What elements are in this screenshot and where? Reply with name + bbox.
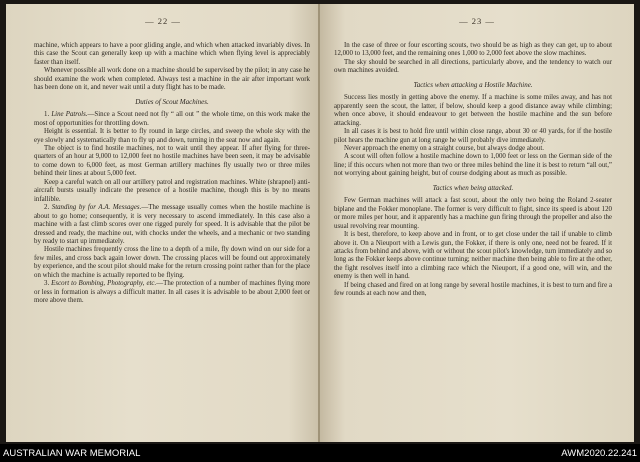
right-paragraph: In the case of three or four escorting scouts, two should be as high as they can get, up to about 12,000 to 13,000 feet, and the remaining ones 1,000 to 2,000 feet above the slow machines. (334, 42, 612, 58)
section-paragraph: The object is to find hostile machines, not to wait until they appear. If after flying for three-quarters of an hour at 9,000 to 12,000 feet no hostile machines have been seen, it may be advisable to come down to 6,000 feet, as most German artillery machines fly usually two or three miles behind their lines at about 5,000 feet. (34, 144, 310, 178)
right-page-text (334, 42, 612, 299)
right-page (320, 4, 634, 442)
left-page-text (34, 42, 310, 306)
left-paragraph: Whenever possible all work done on a machine should be supervised by the pilot; in any case he should examine the work when completed. Always test a machine in the air after important work has been done on it, and never wait until a duty flight has to be made. (34, 67, 310, 92)
right-paragraph: In all cases it is best to hold fire until within close range, about 30 or 40 yards, for if the hostile pilot hears the machine gun at long range he will probably dive immediately. (334, 128, 612, 144)
section-heading: Tactics when being attacked. (432, 183, 514, 192)
section-heading: Duties of Scout Machines. (135, 97, 209, 106)
footer-institution: AUSTRALIAN WAR MEMORIAL (3, 448, 141, 459)
left-page-number: — 22 — (145, 16, 181, 26)
section-paragraph: Hostile machines frequently cross the line to a depth of a mile, fly down wind on our side for a few miles, and cross back again lower down. The crossing places will be found out approximately by experience, and the scout pilot should make for the return crossing point rather than for the place on which the machine is actually reported to be flying. (34, 246, 310, 279)
right-paragraph: It is best, therefore, to keep above and in front, or to get close under the tail if unable to climb above it. On a Nieuport with a Lewis gun, the Fokker, if there is only one, need not be feared. If it attacks from behind and above, with or without the scout pilot's knowledge, turn immediately and so long as the Fokker keeps above continue turning; neither machine then being able to fire at the other, the fight resolves itself into a climbing race which the Nieuport, if a good one, will win, and the enemy is then well in hand. (334, 231, 612, 281)
right-paragraph: The sky should be searched in all directions, particularly above, and the tendency to watch our own machines avoided. (334, 58, 612, 75)
section-paragraph: 3. Escort to Bombing, Photography, etc.—The protection of a number of machines flying more or less in formation is always a difficult matter. In all cases it is advisable to be about 2,000 feet or more above them. (34, 280, 311, 305)
book-spread (6, 4, 634, 442)
left-paragraph: machine, which appears to have a poor gliding angle, and which when attacked invariably dives. In this case the Scout can generally keep up with a machine which when flying level is appreciably faster than itself. (34, 42, 310, 66)
section-paragraph: Height is essential. It is better to fly round in large circles, and sweep the whole sky with the eye slowly and systematically than to fly up and down, turning in the seat now and again. (34, 128, 310, 144)
right-paragraph: A scout will often follow a hostile machine down to 1,000 feet or less on the German side of the line; if this occurs when not more than two or three miles behind the line it is best to return “all out,” not worrying about gaining height, but of course dodging about as much as possible. (334, 153, 612, 178)
right-paragraph: Never approach the enemy on a straight course, but always dodge about. (344, 144, 544, 152)
footer-accession-number: AWM2020.22.241 (561, 448, 637, 459)
archive-footer (0, 444, 640, 462)
right-page-number: — 23 — (459, 16, 495, 26)
right-paragraph: If being chased and fired on at long range by several hostile machines, it is best to turn and fire a few rounds at each now and then, (334, 281, 612, 298)
section-paragraph: Keep a careful watch on all our artillery patrol and registration machines. White (shrapnel) anti-aircraft bursts usually indicate the presence of a hostile machine, though this is by no means infallible. (34, 178, 310, 203)
left-page (6, 4, 320, 442)
section-paragraph: 1. Line Patrols.—Since a Scout need not fly “ all out ” the whole time, on this work make the most of opportunities for throttling down. (34, 111, 310, 127)
section-paragraph: 2. Standing by for A.A. Messages.—The message usually comes when the hostile machine is about to go home; consequently, it is very necessary to ascend immediately. In this case also a machine with a fast climb scores over one rigged purely for speed. It is advisable that the pilot be dressed and ready, the machine out, with chocks under the wheels, and a mechanic or two standing by ready to start up immediately. (34, 204, 311, 245)
right-paragraph: Few German machines will attack a fast scout, about the only two being the Roland 2-seater biplane and the Fokker monoplane. The former is very difficult to fight, since its speed is about 120 or more miles per hour, and it apparently has a machine gun firing through the propeller and also the usual revolving rear mounting. (334, 197, 612, 230)
right-paragraph: Success lies mostly in getting above the enemy. If a machine is some miles away, and has not apparently seen the scout, the latter, if below, should keep a good distance away while climbing; when once above, it should endeavour to get between the hostile machine and the sun before attacking. (334, 94, 612, 127)
section-heading: Tactics when attacking a Hostile Machine. (413, 80, 533, 89)
